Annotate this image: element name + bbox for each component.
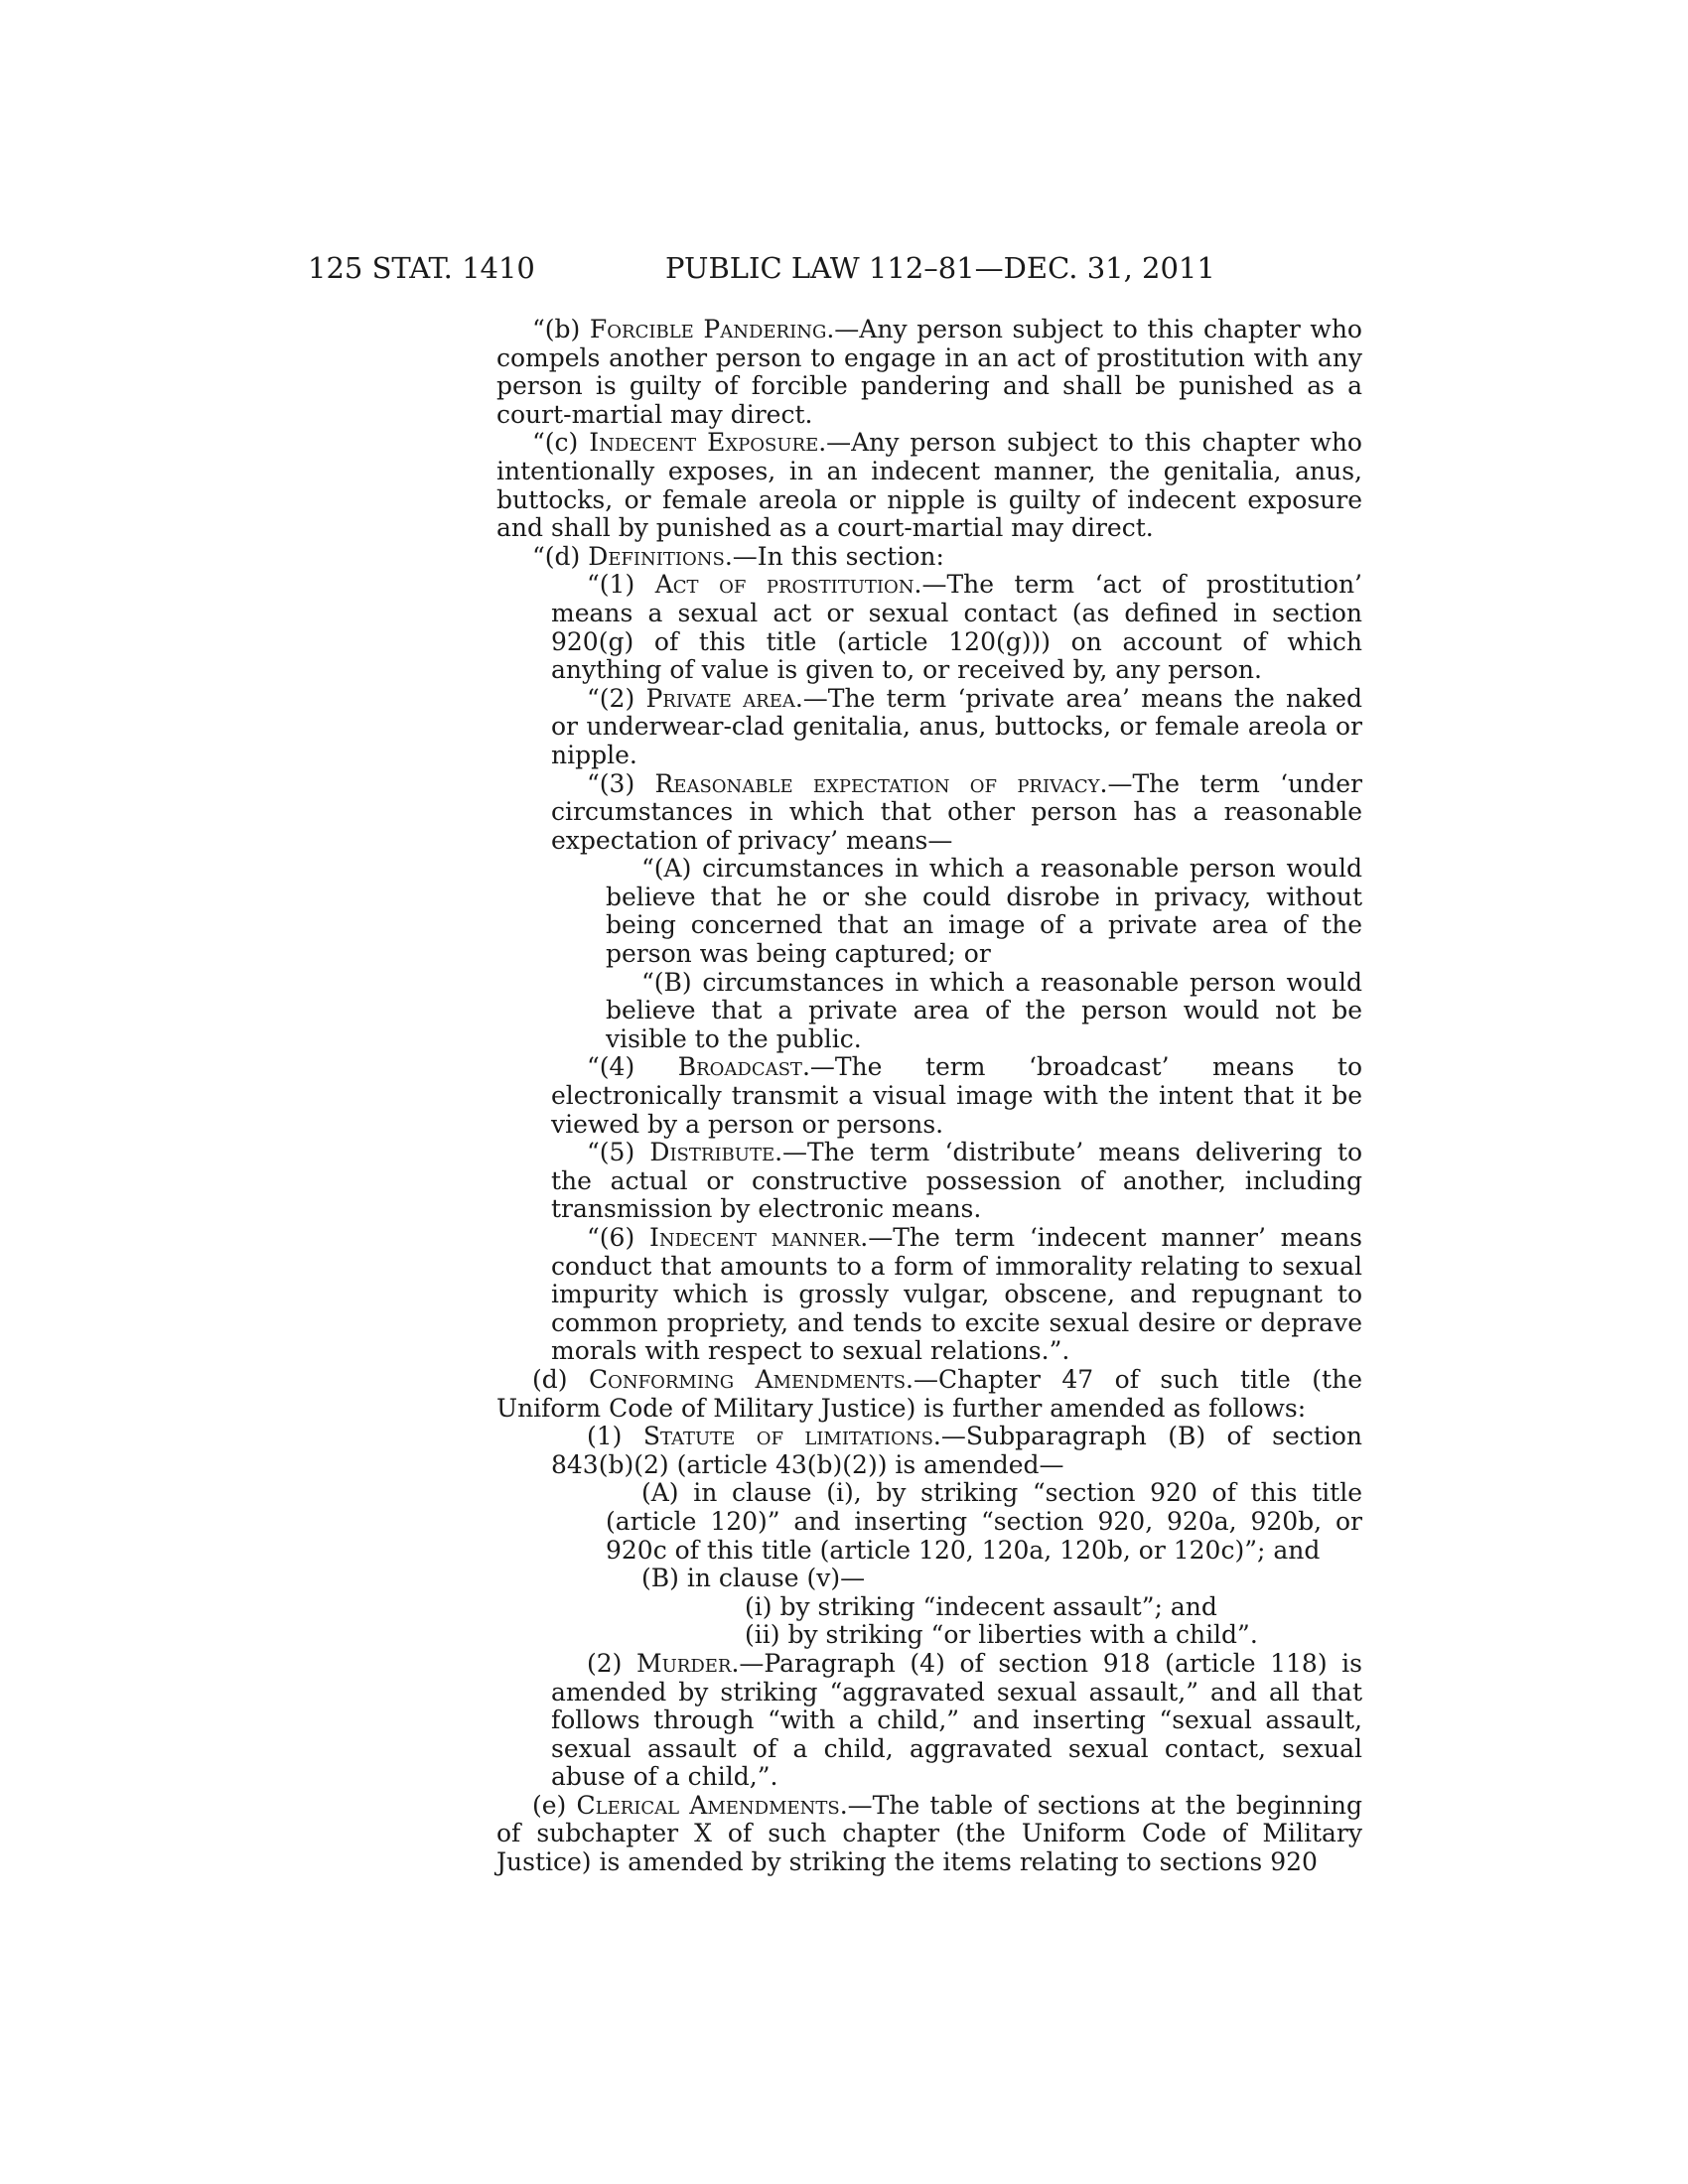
section-heading: Private area bbox=[645, 683, 795, 713]
section-heading: Act of prostitution bbox=[654, 570, 914, 600]
clause-a: (A) in clause (i), by striking “section 920 of this title (article 120)” and inserting “section 920, 920a, 920b, or 920c of this title (article 120, 120a, 120b, or 120c)”; and bbox=[606, 1478, 1362, 1565]
paragraph-clerical-amendments: (e) Clerical Amendments.—The table of sections at the beginning of subchapter X of such chapter (the Uniform Code of Military Justice) is amended by striking the items relating to sections 920 bbox=[496, 1790, 1362, 1877]
section-heading: Clerical Amendments bbox=[576, 1790, 840, 1820]
definition-broadcast: “(4) Broadcast.—The term ‘broadcast’ means to electronically transmit a visual image with the intent that it be viewed by a person or persons. bbox=[551, 1052, 1363, 1139]
definition-act-of-prostitution: “(1) Act of prostitution.—The term ‘act of prostitution’ means a sexual act or sexual contact (as defined in section 920(g) of this title (article 120(g))) on account of which anything of value is given to, or received by, any person. bbox=[551, 570, 1362, 685]
section-heading: Murder bbox=[636, 1648, 732, 1678]
definition-distribute: “(5) Distribute.—The term ‘distribute’ means delivering to the actual or constructive possession of another, including transmission by electronic means. bbox=[551, 1138, 1363, 1224]
section-heading: Statute of limitations bbox=[642, 1422, 933, 1451]
subparagraph-b: “(B) circumstances in which a reasonable person would believe that a private area of the person would not be visible to the public. bbox=[606, 967, 1362, 1053]
section-heading: Broadcast bbox=[677, 1052, 802, 1082]
section-heading: Indecent Exposure bbox=[589, 428, 819, 458]
definition-indecent-manner: “(6) Indecent manner.—The term ‘indecent manner’ means conduct that amounts to a form of immorality relating to sexual impurity which is grossly vulgar, obscene, and repugnant to common propriety, and tends to excite sexual desire or deprave morals with respect to sexual relations.”. bbox=[551, 1223, 1363, 1366]
document-body bbox=[496, 316, 1362, 1877]
definition-private-area: “(2) Private area.—The term ‘private area’ means the naked or underwear-clad genitalia, anus, buttocks, or female areola or nipple. bbox=[551, 683, 1363, 769]
paragraph-definitions: “(d) Definitions.—In this section: bbox=[532, 541, 944, 571]
public-law-title: PUBLIC LAW 112–81—DEC. 31, 2011 bbox=[665, 251, 1215, 285]
clause-i: (i) by striking “indecent assault”; and bbox=[745, 1591, 1217, 1621]
section-heading: Conforming Amendments bbox=[588, 1364, 907, 1394]
section-heading: Distribute bbox=[649, 1138, 775, 1167]
subparagraph-a: “(A) circumstances in which a reasonable person would believe that he or she could disrobe in privacy, without being concerned that an image of a private area of the person was being captured; or bbox=[606, 854, 1362, 969]
paragraph-indecent-exposure: “(c) Indecent Exposure.—Any person subject to this chapter who intentionally exposes, in an indecent manner, the genitalia, anus, buttocks, or female areola or nipple is guilty of indecent exposure and shall by punished as a court-martial may direct. bbox=[496, 428, 1362, 543]
paragraph-conforming-amendments: (d) Conforming Amendments.—Chapter 47 of such title (the Uniform Code of Military Justice) is further amended as follows: bbox=[496, 1364, 1362, 1423]
clause-ii: (ii) by striking “or liberties with a child”. bbox=[745, 1620, 1258, 1650]
paragraph-statute-of-limitations: (1) Statute of limitations.—Subparagraph (B) of section 843(b)(2) (article 43(b)(2)) is amended— bbox=[551, 1422, 1363, 1479]
section-heading: Forcible Pandering bbox=[589, 315, 827, 343]
paragraph-murder: (2) Murder.—Paragraph (4) of section 918 (article 118) is amended by striking “aggravated sexual assault,” and all that follows through “with a child,” and inserting “sexual assault, sexual assault of a child, aggravated sexual contact, sexual abuse of a child,”. bbox=[551, 1648, 1362, 1792]
section-heading: Indecent manner bbox=[648, 1223, 861, 1252]
section-heading: Definitions bbox=[588, 541, 725, 571]
clause-b: (B) in clause (v)— bbox=[641, 1564, 866, 1593]
running-header bbox=[308, 248, 1450, 288]
definition-reasonable-expectation: “(3) Reasonable expectation of privacy.—The term ‘under circumstances in which that other person has a reasonable expectation of privacy’ means— bbox=[551, 768, 1362, 855]
paragraph-forcible-pandering: “(b) Forcible Pandering.—Any person subject to this chapter who compels another person to engage in an act of prostitution with any person is guilty of forcible pandering and shall be punished as a court-martial may direct. bbox=[496, 315, 1362, 429]
statute-citation: 125 STAT. 1410 bbox=[308, 251, 535, 285]
section-heading: Reasonable expectation of privacy bbox=[654, 768, 1100, 798]
